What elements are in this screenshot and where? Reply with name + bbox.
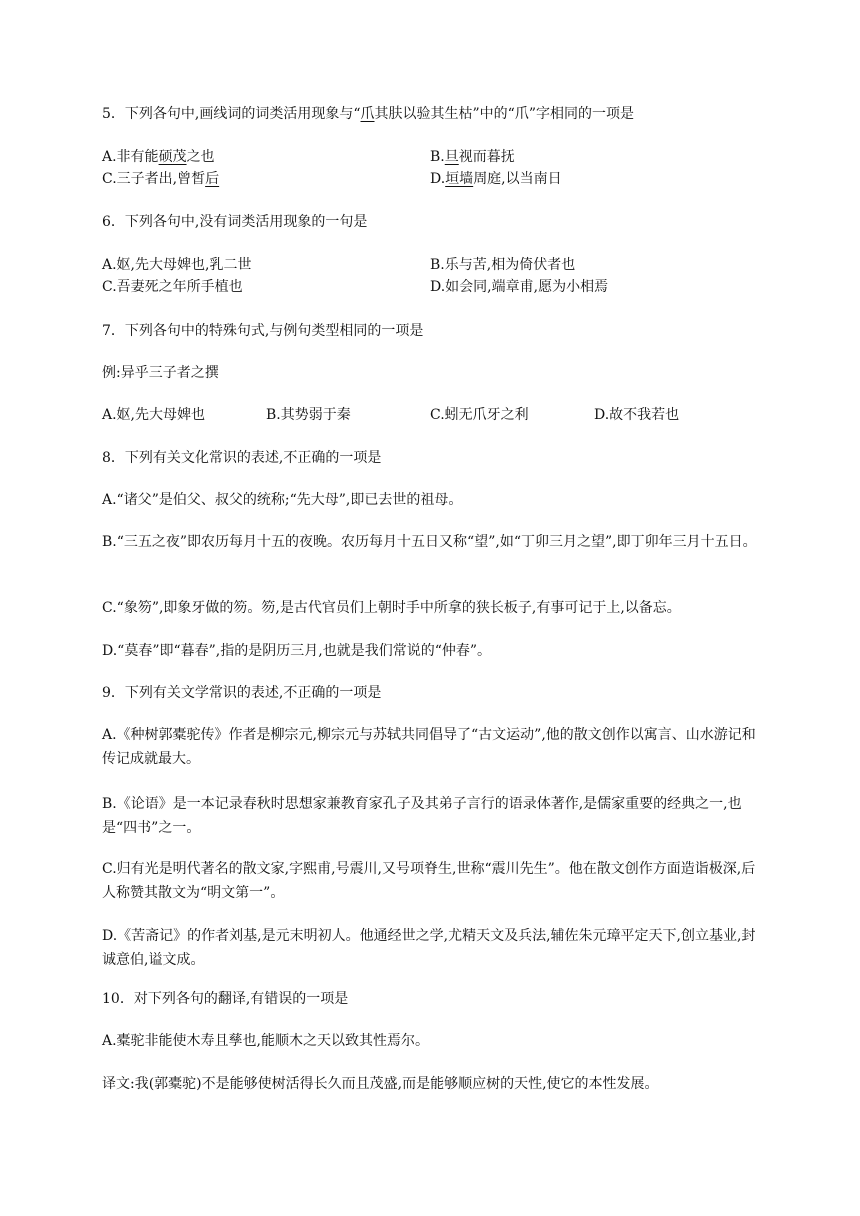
question-5-stem: 5．下列各句中,画线词的词类活用现象与“爪其肤以验其生枯”中的“爪”字相同的一项是 xyxy=(102,106,634,122)
underlined-word: 爪 xyxy=(360,106,375,122)
question-7-stem: 7．下列各句中的特殊句式,与例句类型相同的一项是 xyxy=(102,323,424,339)
question-10-option-a: A.橐驼非能使木寿且孳也,能顺木之天以致其性焉尔。 xyxy=(102,1033,430,1049)
question-5-option-a: A.非有能硕茂之也 xyxy=(102,149,215,165)
question-5-option-b: B.旦视而暮抚 xyxy=(430,149,515,165)
question-6-stem: 6．下列各句中,没有词类活用现象的一句是 xyxy=(102,214,368,230)
question-10-option-a-translation: 译文:我(郭橐驼)不是能够使树活得长久而且茂盛,而是能够顺应树的天性,使它的本性发展。 xyxy=(102,1076,659,1092)
underlined-word: 旦 xyxy=(444,149,459,165)
question-5-option-d: D.垣墙周庭,以当南日 xyxy=(430,171,562,187)
question-7-option-c: C.蚓无爪牙之利 xyxy=(430,407,529,423)
question-10-stem: 10．对下列各句的翻译,有错误的一项是 xyxy=(102,991,349,1007)
question-9-stem: 9．下列有关文学常识的表述,不正确的一项是 xyxy=(102,685,382,701)
question-8-option-c: C.“象笏”,即象牙做的笏。笏,是古代官员们上朝时手中所拿的狭长板子,有事可记于上,以备忘。 xyxy=(102,600,681,616)
question-6-option-c: C.吾妻死之年所手植也 xyxy=(102,279,243,295)
question-5-option-c: C.三子者出,曾皙后 xyxy=(102,171,220,187)
question-6-option-d: D.如会同,端章甫,愿为小相焉 xyxy=(430,279,609,295)
question-8-option-b: B.“三五之夜”即农历每月十五的夜晚。农历每月十五日又称“望”,如“丁卯三月之望”,即丁卯年三月十五日。 xyxy=(102,534,757,550)
question-9-option-d: D.《苦斋记》的作者刘基,是元末明初人。他通经世之学,尤精天文及兵法,辅佐朱元璋平定天下,创立基业,封诚意伯,谥文成。 xyxy=(102,928,756,968)
question-9-option-c: C.归有光是明代著名的散文家,字熙甫,号震川,又号项脊生,世称“震川先生”。他在散文创作方面造诣极深,后人称赞其散文为“明文第一”。 xyxy=(102,861,756,901)
underlined-word: 垣墙 xyxy=(445,171,474,187)
question-8-option-d: D.“莫春”即“暮春”,指的是阴历三月,也就是我们常说的“仲春”。 xyxy=(102,643,492,659)
question-7-example: 例:异乎三子者之撰 xyxy=(102,365,219,381)
question-8-stem: 8．下列有关文化常识的表述,不正确的一项是 xyxy=(102,450,382,466)
question-7-option-a: A.妪,先大母婢也 xyxy=(102,407,206,423)
question-7-option-b: B.其势弱于秦 xyxy=(266,407,351,423)
underlined-word: 后 xyxy=(205,171,220,187)
question-6-option-b: B.乐与苦,相为倚伏者也 xyxy=(430,257,576,273)
question-8-option-a: A.“诸父”是伯父、叔父的统称;“先大母”,即已去世的祖母。 xyxy=(102,492,463,508)
question-6-option-a: A.妪,先大母婢也,乳二世 xyxy=(102,257,252,273)
question-9-option-b: B.《论语》是一本记录春秋时思想家兼教育家孔子及其弟子言行的语录体著作,是儒家重要的经典之一,也是“四书”之一。 xyxy=(102,796,742,836)
question-7-option-d: D.故不我若也 xyxy=(594,407,680,423)
underlined-word: 硕茂 xyxy=(158,149,187,165)
question-9-option-a: A.《种树郭橐驼传》作者是柳宗元,柳宗元与苏轼共同倡导了“古文运动”,他的散文创作以寓言、山水游记和传记成就最大。 xyxy=(102,727,756,767)
